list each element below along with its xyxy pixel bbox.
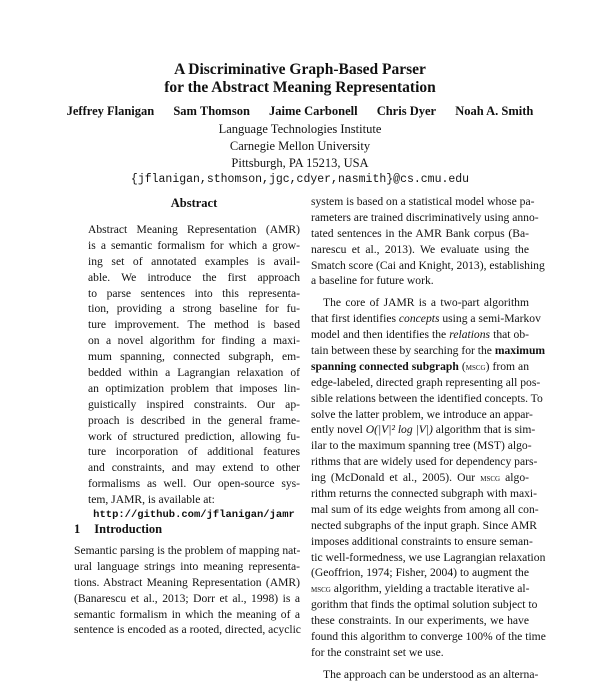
introduction-body bbox=[74, 543, 300, 638]
abstract-line: ing set of annotated examples is avail- bbox=[88, 254, 300, 268]
body-line: (Geoffrion, 1974; Fisher, 2004) to augment the bbox=[311, 566, 529, 580]
author-name: Chris Dyer bbox=[376, 104, 437, 118]
affiliation-university: Carnegie Mellon University bbox=[229, 139, 371, 153]
abstract-line: bedded within a Lagrangian relaxation of bbox=[88, 366, 300, 380]
body-line: spanning connected subgraph (mscg) from an bbox=[311, 359, 529, 373]
abstract-line: and constraints, and may extend to other bbox=[88, 461, 300, 475]
section-heading bbox=[74, 522, 162, 537]
abstract-line: ture incorporation of additional features bbox=[88, 445, 300, 459]
body-line: rithms that are widely used for dependency pars- bbox=[311, 455, 538, 469]
abstract-line: able. We introduce the first approach bbox=[88, 270, 300, 284]
intro-line: (Banarescu et al., 2013; Dorr et al., 1998) is a bbox=[74, 591, 300, 605]
affiliation-city: Pittsburgh, PA 15213, USA bbox=[231, 156, 369, 170]
abstract-line: tem, JAMR, is available at: bbox=[88, 493, 215, 507]
repository-url[interactable]: http://github.com/jflanigan/jamr bbox=[93, 509, 295, 522]
body-line: mscg algorithm, yielding a tractable iterative al- bbox=[311, 582, 530, 596]
intro-line: Semantic parsing is the problem of mapping nat- bbox=[74, 544, 301, 557]
body-line: ing (McDonald et al., 2005). Our mscg algo- bbox=[311, 471, 529, 485]
body-line: mal sum of its edge weights from among all con- bbox=[311, 502, 539, 516]
author-emails: {jflanigan,sthomson,jgc,cdyer,nasmith}@cs.cmu.edu bbox=[130, 173, 470, 186]
body-line: tic well-formedness, we use Lagrangian relaxation bbox=[311, 550, 546, 564]
intro-line: sentence is encoded as a rooted, directed, acyclic bbox=[74, 623, 301, 637]
section-number: 1 bbox=[74, 522, 81, 536]
body-line: a baseline for future work. bbox=[311, 274, 434, 288]
body-line: solve the latter problem, we introduce an appar- bbox=[311, 407, 533, 421]
body-line: that first identifies concepts using a semi-Markov bbox=[311, 312, 541, 326]
author-name: Sam Thomson bbox=[173, 104, 250, 118]
paper-title-line-2: for the Abstract Meaning Representation bbox=[164, 79, 436, 96]
abstract-line: work of structured prediction, allowing fu- bbox=[88, 429, 300, 443]
body-line: system is based on a statistical model whose pa- bbox=[311, 195, 535, 208]
body-line: rithm returns the connected subgraph with maxi- bbox=[311, 487, 538, 501]
abstract-line: on a novel algorithm for finding a maxi- bbox=[88, 334, 300, 348]
body-line: The core of JAMR is a two-part algorithm bbox=[323, 296, 529, 310]
intro-line: semantic formalism in which the meaning of a bbox=[74, 607, 300, 621]
abstract-line: an optimization problem that imposes lin- bbox=[88, 381, 300, 395]
body-line: tain between these by searching for the maximum bbox=[311, 344, 546, 358]
body-line: for the constraint set we use. bbox=[311, 645, 444, 659]
intro-line: ural language strings into meaning representa- bbox=[74, 559, 300, 573]
abstract-line: formalisms as well. Our open-source sys- bbox=[88, 477, 300, 491]
body-line: narescu et al., 2013). We evaluate using the bbox=[311, 242, 529, 256]
intro-line: tions. Abstract Meaning Representation (AMR) bbox=[74, 575, 300, 589]
author-name: Noah A. Smith bbox=[455, 104, 534, 118]
body-line: nected subgraphs of the input graph. Since AMR bbox=[311, 518, 538, 532]
abstract-body bbox=[88, 222, 300, 524]
abstract-line: to parse sentences into this representa- bbox=[88, 286, 300, 300]
body-line: sible relations between the identified concepts. To bbox=[311, 391, 543, 405]
abstract-heading: Abstract bbox=[170, 196, 218, 210]
author-list bbox=[0, 104, 600, 119]
body-line: found this algorithm to converge 100% of the time bbox=[311, 630, 546, 644]
body-line: these constraints. In our experiments, we have bbox=[311, 614, 529, 628]
body-line: imposes additional constraints to ensure seman- bbox=[311, 534, 533, 548]
body-line: rameters are trained discriminatively using anno- bbox=[311, 210, 539, 224]
body-line: edge-labeled, directed graph representing all pos- bbox=[311, 375, 541, 389]
abstract-line: ture improvement. The method is based bbox=[88, 318, 300, 332]
body-line: tated sentences in the AMR Bank corpus (Ba- bbox=[311, 226, 529, 240]
section-title: Introduction bbox=[94, 522, 163, 536]
abstract-line: tion, providing a strong baseline for fu- bbox=[88, 302, 300, 316]
author-name: Jaime Carbonell bbox=[269, 104, 358, 118]
abstract-line: mum spanning, connected subgraph, em- bbox=[88, 350, 300, 364]
body-line: model and then identifies the relations that ob- bbox=[311, 328, 529, 342]
abstract-line: Abstract Meaning Representation (AMR) bbox=[88, 223, 300, 236]
author-name: Jeffrey Flanigan bbox=[66, 104, 155, 118]
term-concepts: concepts bbox=[398, 312, 440, 326]
right-column-body bbox=[311, 194, 546, 683]
affiliation-institute: Language Technologies Institute bbox=[218, 122, 382, 136]
body-line: Smatch score (Cai and Knight, 2013), establishing bbox=[311, 258, 545, 272]
term-relations: relations bbox=[449, 328, 491, 342]
abstract-line: is a semantic formalism for which a grow- bbox=[88, 238, 300, 252]
complexity-formula: O(|V|² log |V|) bbox=[365, 423, 433, 437]
body-line: gorithm that finds the optimal solution subject to bbox=[311, 598, 538, 612]
abstract-line: proach is described in the general frame- bbox=[88, 413, 300, 427]
body-line: ilar to the maximum spanning tree (MST) algo- bbox=[311, 439, 532, 453]
paper-title-line-1: A Discriminative Graph-Based Parser bbox=[174, 61, 426, 78]
abstract-line: guistically inspired constraints. Our ap- bbox=[88, 397, 300, 411]
body-line-partial: The approach can be understood as an alterna- bbox=[323, 667, 539, 681]
body-line: ently novel O(|V|² log |V|) algorithm that is sim- bbox=[311, 423, 536, 437]
